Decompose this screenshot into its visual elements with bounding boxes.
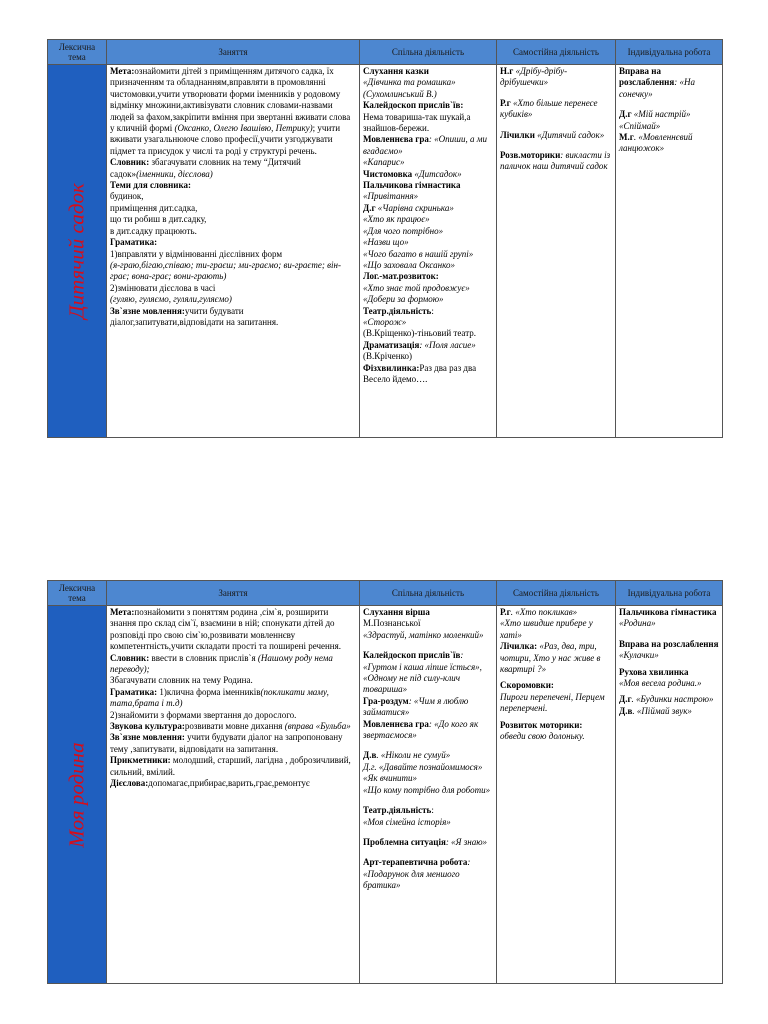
grammar-2-example: (гуляю, гуляємо, гуляли,гуляємо) [110,294,232,305]
rg-label: Р.г [500,97,511,108]
dv-label: Д.в [619,705,633,716]
phys-end: Весело йдемо…. [363,373,428,384]
game-2: «Капарис» [363,157,405,168]
vocab-text: збагачувати словник на тему “Дитячий садок» [110,157,301,179]
dg-label: Д.г [619,109,632,120]
goal-label: Мета: [110,607,135,617]
round-text: : «Чим я люблю займатися» [363,695,469,718]
rg-text: . «Хто покликав» [510,607,578,617]
header-theme: Лексична тема [48,581,107,606]
theatre-label: Театр.діяльність [363,805,432,816]
theme-title: Дитячий садок [64,183,89,319]
round-label: Гра-роздум [363,695,409,706]
logic-2: «Добери за формою» [363,294,444,305]
motor-label: Розвиток моторики: [500,719,583,730]
header-joint: Спільна діяльність [360,581,497,606]
listen-label: Слухання казки [363,66,429,76]
verbs-text: допомагає,прибирає,варить,грає,ремонтує [148,778,310,789]
listen-label: Слухання вірша [363,607,430,617]
dg-6: «Що заховала Оксанко» [363,259,456,270]
goal-tail: ; учити вживати узагальнююче слово професії,учити узгоджувати підмет та присудок у числі та роді у структурі речень. [110,123,341,156]
ng-text: «Дрібу-дрібу-дрібушечки» [500,66,568,88]
game-label: Мовленнєва гра [363,718,429,729]
table-row [48,65,723,438]
header-lesson: Заняття [107,581,360,606]
lesson-cell [107,65,360,438]
proverb-label: Калейдоскоп прислів`їв [363,650,461,661]
listen-title: «Дівчинка та ромашка» [363,77,456,88]
proverb-label: Калейдоскоп прислів`їв: [363,100,464,111]
phys-text: Раз два раз два [419,362,477,373]
vocab-2: Збагачувати словник на тему Родина. [110,675,253,686]
listen-title: «Здрастуй, матінко моленкий» [363,629,484,640]
header-joint: Спільна діяльність [360,40,497,65]
topic-item: що ти робиш в дит.садку, [110,214,207,225]
art-label: Арт-терапевтична робота [363,857,468,868]
dg-3: «Як вчинити» [363,773,418,784]
gym-label: Пальчикова гімнастика [619,607,717,617]
table-header-row [48,40,723,65]
adjectives-text: молодший, старший, лагідна , доброзичливий, сильний, вмілий. [110,755,351,777]
vocab-note: (іменники, дієслова) [136,168,213,179]
mg-label: М.г [619,132,634,143]
grammar-2: 2)змінювати дієслова в часі [110,282,216,293]
header-independent: Самостійна діяльність [497,40,616,65]
tongue-text: «Дитсадок» [414,168,462,179]
theatre-1: «Моя сімейна історія» [363,816,451,827]
vocab-label: Словник: [110,157,150,168]
proverb-text: : «Гуртом і каша ліпше їсться», «Одному не під силу-клич товариша» [363,650,482,695]
dg-text: «Мій настрій» [633,109,691,120]
theme-title: Моя родина [64,741,89,848]
ex-text: : «На сонечку» [619,77,695,99]
header-individual: Індивідуальна робота [616,581,723,606]
drama-author: (В.Кріченко) [363,351,413,362]
speech-text: учити будувати діалог на запропоновану тему ,запитувати, відповідати на запитання. [110,732,343,754]
sound-text: розвивати мовне дихання [184,721,283,732]
grammar-1: 1)клична форма іменників [159,686,261,697]
individual-cell [616,65,723,438]
dg-label: Д.г [619,694,632,705]
lot-label: Лічилка: [500,641,538,652]
header-individual: Індивідуальна робота [616,40,723,65]
independent-cell [497,606,616,984]
proverb-text: Нема товариша-так шукай,а знайшов-бережи. [363,111,471,134]
vocab-example: (Нашому роду нема переводу); [110,652,333,675]
dg-2: Д.г. «Давайте познайомимося» [363,761,483,772]
game-text: : «Опиши, а ми вгадаємо» [363,134,487,156]
mg-text: . «Мовленнєвий ланцюжок» [619,132,693,154]
skor-label: Скоромовки: [500,680,554,691]
phys-label: Фізхвилинка: [363,362,420,373]
speech-label: Зв`язне мовлення: [110,732,185,743]
goal-label: Мета: [110,66,135,76]
theme-cell [48,65,107,438]
logic-label: Лог.-мат.розвиток: [363,271,439,282]
gym-text: «Привітання» [363,191,419,202]
vocab-label: Словник: [110,652,150,663]
theatre-2: (В.Кріщенко)-тіньовий театр. [363,328,476,339]
dg-5: «Чого багато в нашій групі» [363,248,474,259]
topic-item: приміщення дит.садка, [110,202,198,213]
relax-text: «Кулачки» [619,650,659,661]
motor-label: Розв.моторики [500,150,561,161]
relax-label: Вправа на розслаблення [619,638,719,649]
dg-1: «Чарівна скринька» [377,202,454,213]
ng-label: Н.г [500,66,514,76]
speech-text: учити будувати діалог,запитувати,відповідати на запитання. [110,305,279,327]
independent-cell [497,65,616,438]
theatre-colon: : [431,305,434,316]
ex-label: Вправа на розслаблення [619,66,675,88]
art-text: : «Подарунок для меншого братика» [363,857,471,891]
grammar-1-example: (я-граю,бігаю,співаю; ти-граєш; ми-граємо; ви-граєте; він-грає; вона-грає; вони-грають) [110,259,341,282]
dg-2: «Хто як працює» [363,214,430,225]
grammar-label: Граматика: [110,237,158,248]
joint-cell [360,65,497,438]
grammar-label: Граматика: [110,686,158,697]
individual-cell [616,606,723,984]
goal-example: (Оксанко, Олегю Івашівю, Петрику) [174,123,313,134]
dg-3: «Для чого потрібно» [363,225,444,236]
dv-text: . «Піймай звук» [632,705,692,716]
theatre-colon: : [431,805,434,816]
phys-label: Рухова хвилинка [619,666,689,677]
table-row [48,606,723,984]
listen-author: (Сухомлинський В.) [363,88,437,99]
dg-2: «Спіймай» [619,120,661,131]
lesson-plan-table-kindergarten [47,39,723,438]
sound-example: (вправа «Бульба» [284,721,351,732]
topic-item: в дит.садку працюють. [110,225,197,236]
dg-4: «Назви що» [363,237,409,248]
dg-4: «Що кому потрібно для роботи» [363,784,491,795]
verbs-label: Дієслова: [110,778,149,789]
problem-text: : «Я знаю» [445,836,488,847]
theatre-1: «Сторож» [363,316,407,327]
motor-text: : викласти із паличок наш дитячий садок [500,150,611,172]
speech-label: Зв`язне мовлення: [110,305,185,316]
joint-cell [360,606,497,984]
dg-label: Д.г [363,202,376,213]
gym-text: «Родина» [619,618,656,629]
lot-label: Лічилки [500,129,535,140]
dv-text: . «Ніколи не сумуй» [376,750,451,761]
lot-text: «Дитячий садок» [537,129,605,140]
drama-label: Драматизація [363,339,420,350]
rg-text: «Хто більше перенесе кубиків» [500,97,598,120]
grammar-1-example: (покликати маму, тата,брата і т.д) [110,686,329,709]
lesson-plan-table-family [47,580,723,984]
sound-label: Звукова культура: [110,721,185,732]
problem-label: Проблемна ситуація [363,836,446,847]
phys-text: «Моя весела родина.» [619,678,702,689]
grammar-1: 1)вправляти у відмінюванні дієслівних форм [110,248,283,259]
grammar-2: 2)знайомити з формами звертання до дорослого. [110,709,297,720]
lesson-cell [107,606,360,984]
header-independent: Самостійна діяльність [497,581,616,606]
tongue-label: Чистомовка [363,168,413,179]
logic-1: «Хто знає той продовжує» [363,282,470,293]
drama-text: : «Поля ласие» [419,339,476,350]
rg-2: «Хто швидше прибере у хаті» [500,618,593,640]
skor-text: Пироги перепечені, Перцем переперчені. [500,691,605,714]
table-header-row [48,581,723,606]
dg-text: . «Будинки настрою» [631,694,714,705]
adjectives-label: Прикметники: [110,755,171,766]
header-theme: Лексична тема [48,40,107,65]
goal-text: познайомити з поняттям родина ,сім`я, розширити знання про склад сім`ї, взаємини в ній; спонукати дітей до розповіді про свою сім`ю,розвивати мовленнєву компетентність,учити складати прості та поширені речення. [110,607,342,652]
theme-cell [48,606,107,984]
vocab-text: ввести в словник прислів`я [151,652,256,663]
game-text: : «До кого як звертаємося» [363,718,479,741]
gym-label: Пальчикова гімнастика [363,180,461,191]
listen-author: М.Познанської [363,618,421,629]
header-lesson: Заняття [107,40,360,65]
lot-text: «Раз, два, три, чотири, Хто у нас живе в квартирі ?» [500,641,601,675]
dv-label: Д.в [363,750,377,761]
topic-item: будинок, [110,191,144,202]
theatre-label: Театр.діяльність [363,305,432,316]
motor-text: обведи свою долоньку. [500,731,585,742]
topics-label: Теми для словника: [110,180,192,191]
rg-label: Р.г [500,607,511,617]
game-label: Мовленнєва гра [363,134,429,145]
goal-text: ознайомити дітей з приміщенням дитячого садка, їх призначенням та обладнанням,вправляти в промовлянні чистомовки,учити утворювати форми іменників у родовому відмінку множини,активізувати словник словами-назвами людей за фахом,закріпити вміння при звертанні вживати слова у кличній формі [110,66,351,134]
